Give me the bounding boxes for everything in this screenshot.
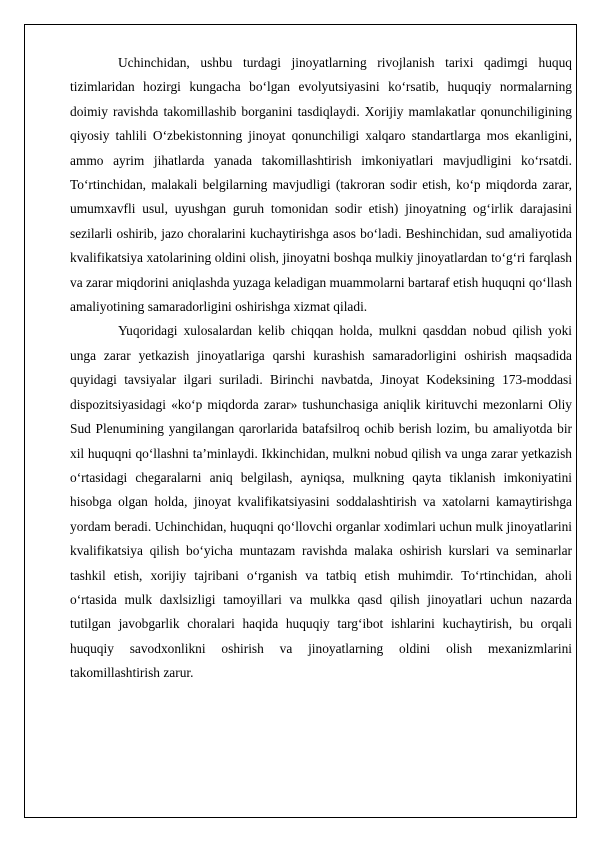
paragraph-recommendations: Yuqoridagi xulosalardan kelib chiqqan holda, mulkni qasddan nobud qilish yoki unga zarar yetkazish jinoyatlariga qarshi kurashish samaradorligini oshirish maqsadida quyidagi tavsiyalar ilgari suriladi. Birinchi navbatda, Jinoyat Kodeksining 173-moddasi dispozitsiyasidagi «ko‘p miqdorda zarar» tushunchasiga aniqlik kirituvchi mezonlarni Oliy Sud Plenumining yangilangan qarorlarida batafsilroq ochib berish lozim, bu amaliyotda bir xil huquqni qo‘llashni ta’minlaydi. Ikkinchidan, mulkni nobud qilish va unga zarar yetkazish o‘rtasidagi chegaralarni aniq belgilash, ayniqsa, mulkning qayta tiklanish imkoniyatini hisobga olgan holda, jinoyat kvalifikatsiyasini soddalashtirish va xatolarni kamaytirishga yordam beradi. Uchinchidan, huquqni qo‘llovchi organlar xodimlari uchun mulk jinoyatlarini kvalifikatsiya qilish bo‘yicha muntazam ravishda malaka oshirish kurslari va seminarlar tashkil etish, xorijiy tajribani o‘rganish va tatbiq etish muhimdir. To‘rtinchidan, aholi o‘rtasida mulk daxlsizligi tamoyillari va mulkka qasd qilish jinoyatlari uchun nazarda tutilgan javobgarlik choralari haqida huquqiy targ‘ibot ishlarini kuchaytirish, bu orqali huquqiy savodxonlikni oshirish va jinoyatlarning oldini olish mexanizmlarini takomillashtirish zarur. bbox=[70, 323, 572, 681]
paragraph-conclusions: Uchinchidan, ushbu turdagi jinoyatlarning rivojlanish tarixi qadimgi huquq tizimlaridan hozirgi kungacha bo‘lgan evolyutsiyasini ko‘rsatib, huquqiy normalarning doimiy ravishda takomillashib borganini tasdiqlaydi. Xorijiy mamlakatlar qonunchiligining qiyosiy tahlili O‘zbekistonning jinoyat qonunchiligi xalqaro standartlarga mos ekanligini, ammo ayrim jihatlarda yanada takomillashtirish imkoniyatlari mavjudligini ko‘rsatdi. To‘rtinchidan, malakali belgilarning mavjudligi (takroran sodir etish, ko‘p miqdorda zarar, umumxavfli usul, uyushgan guruh tomonidan sodir etish) jinoyatning og‘irlik darajasini sezilarli oshirib, jazo choralarini kuchaytirishga asos bo‘ladi. Beshinchidan, sud amaliyotida kvalifikatsiya xatolarining oldini olish, jinoyatni boshqa mulkiy jinoyatlardan to‘g‘ri farqlash va zarar miqdorini aniqlashda yuzaga keladigan muammolarni bartaraf etish huquqni qo‘llash amaliyotining samaradorligini oshirishga xizmat qiladi. bbox=[70, 55, 572, 315]
document-body bbox=[70, 51, 572, 686]
